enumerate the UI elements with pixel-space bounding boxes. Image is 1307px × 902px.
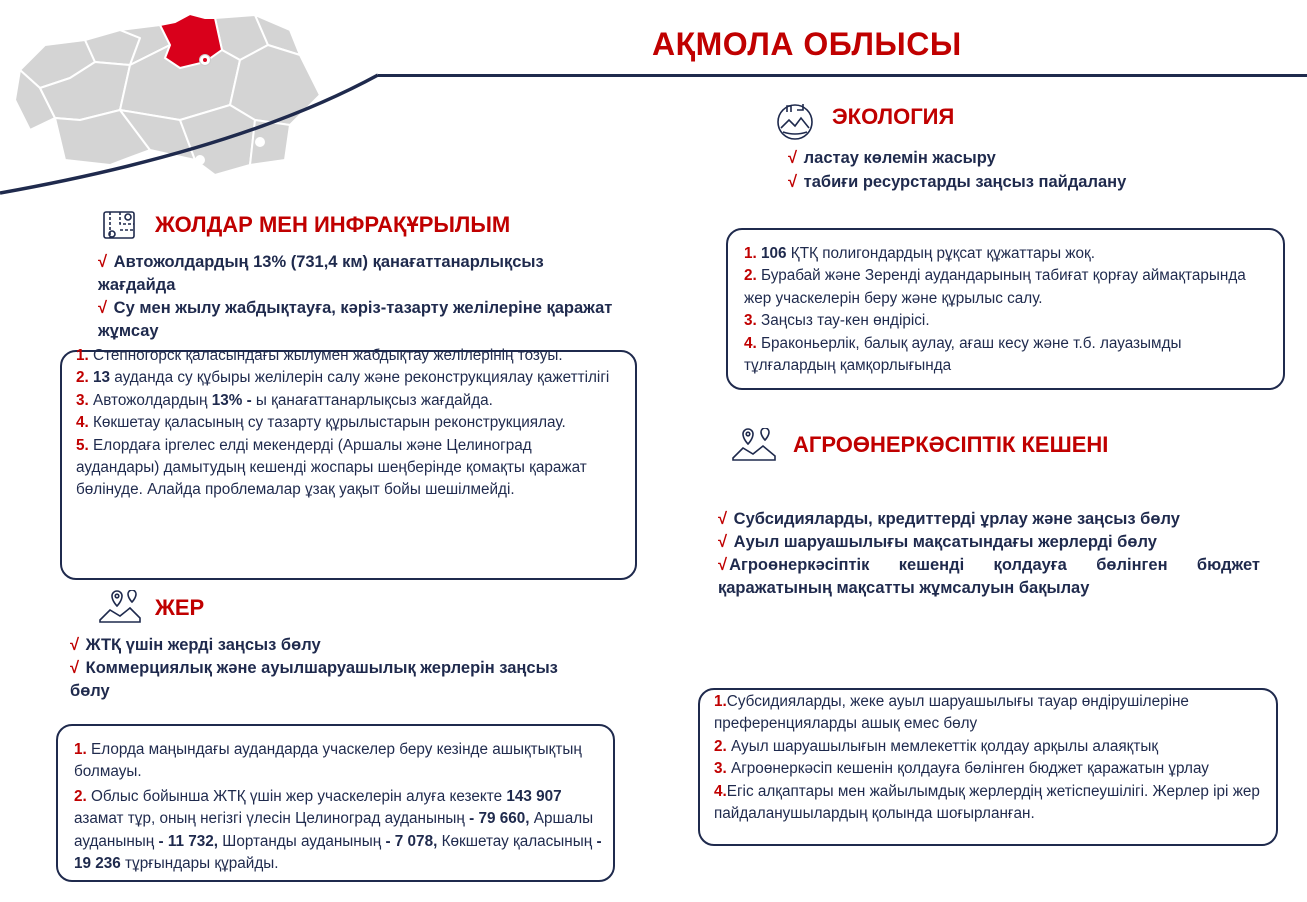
- agro-item-3: 3. Агроөнеркәсіп кешенін қолдауға бөлінген бюджет қаражатын ұрлау: [714, 760, 1209, 778]
- roads-bullet-1: √ Автожолдардың 13% (731,4 км) қанағаттанарлықсыз жағдайда: [98, 253, 544, 294]
- agro-item-1: 1.Субсидияларды, жеке ауыл шаруашылығы тауар өндірушілеріне преференцияларды ашық емес бөлу: [714, 693, 1189, 733]
- agro-box-text: [714, 691, 1264, 825]
- land-item-1: 1. Елорда маңындағы аудандарда учаскелер беру кезінде ашықтықтың болмауы.: [74, 741, 582, 781]
- check-mark-icon: √: [718, 510, 728, 528]
- agro-bullet-1: √ Субсидияларды, кредиттерді ұрлау және заңсыз бөлу: [718, 510, 1180, 528]
- roads-bullets: [98, 251, 618, 343]
- land-bullet-2: √ Коммерциялық және ауылшаруашылық жерлерін заңсыз бөлу: [70, 659, 558, 700]
- agro-bullet-3: √ Агроөнеркәсіптік кешенді қолдауға бөлінген бюджет қаражатының мақсатты жұмсалуын бақылау: [718, 556, 1260, 597]
- ecology-icon: [773, 100, 817, 140]
- ecology-box-text: [744, 243, 1269, 377]
- ecology-title: ЭКОЛОГИЯ: [832, 104, 955, 129]
- roads-item-2: 2. 13 ауданда су құбыры желілерін салу және реконструкциялау қажеттілігі: [76, 369, 610, 387]
- ecology-item-4: 4. Браконьерлік, балық аулау, ағаш кесу және т.б. лауазымды тұлғалардың қамқорлығында: [744, 334, 1182, 375]
- check-mark-icon: √: [70, 636, 80, 654]
- title-underline: [378, 74, 1307, 77]
- ecology-item-2: 2. Бурабай және Зеренді аудандарының табиғат қорғау аймақтарында жер учаскелерін беру және құрылыс салу.: [744, 267, 1246, 307]
- roads-item-3: 3. Автожолдардың 13% - ы қанағаттанарлықсыз жағдайда.: [76, 391, 493, 409]
- check-mark-icon: √: [718, 533, 728, 551]
- ecology-bullet-1: √ ластау көлемін жасыру: [788, 149, 996, 167]
- kazakhstan-map: [0, 0, 380, 195]
- ecology-bullet-2: √ табиғи ресурстарды заңсыз пайдалану: [788, 173, 1127, 191]
- roads-title: ЖОЛДАР МЕН ИНФРАҚҰРЫЛЫМ: [155, 212, 511, 237]
- map-pin-icon: [98, 590, 142, 624]
- agro-bullet-2: √ Ауыл шаруашылығы мақсатындағы жерлерді бөлу: [718, 533, 1157, 551]
- land-box-text: [74, 739, 604, 875]
- check-mark-icon: √: [98, 299, 108, 317]
- agro-title: АГРОӨНЕРКӘСІПТІК КЕШЕНІ: [793, 432, 1109, 457]
- check-mark-icon: √: [70, 659, 80, 677]
- agro-item-4: 4.Егіс алқаптары мен жайылымдық жерлердің жетіспеушілігі. Жерлер ірі жер пайдаланушылардың қолында шоғырланған.: [714, 782, 1260, 823]
- ecology-item-3: 3. Заңсыз тау-кен өндірісі.: [744, 312, 930, 330]
- agro-item-2: 2. Ауыл шаруашылығын мемлекеттік қолдау арқылы алаяқтық: [714, 737, 1159, 755]
- roads-item-1: 1. Степногорск қаласындағы жылумен жабдықтау желілерінің тозуы.: [76, 347, 563, 364]
- check-mark-icon: √: [788, 149, 798, 167]
- land-item-2: 2. Облыс бойынша ЖТҚ үшін жер учаскелерін алуға кезекте 143 907 азамат тұр, оның негізгі үлесін Целиноград ауданының - 79 660, Аршалы ауданының - 11 732, Шортанды ауданының - 7 078, Көкшетау қаласының - 19 236 тұрғындары құрайды.: [74, 787, 602, 873]
- land-title: ЖЕР: [155, 595, 205, 620]
- page-title: АҚМОЛА ОБЛЫСЫ: [652, 26, 962, 62]
- road-map-icon: [100, 208, 140, 244]
- check-mark-icon: √: [788, 173, 798, 191]
- ecology-item-1: 1. 106 ҚТҚ полигондардың рұқсат құжаттары жоқ.: [744, 245, 1095, 262]
- check-mark-icon: √: [98, 253, 108, 271]
- agro-map-icon: [731, 428, 777, 462]
- agro-bullets: [718, 508, 1260, 600]
- check-mark-icon: √: [718, 556, 728, 574]
- land-bullet-1: √ ЖТҚ үшін жерді заңсыз бөлу: [70, 636, 321, 654]
- roads-bullet-2: √ Су мен жылу жабдықтауға, кәріз-тазарту желілеріне қаражат жұмсау: [98, 299, 613, 340]
- roads-item-4: 4. Көкшетау қаласының су тазарту құрылыстарын реконструкциялау.: [76, 414, 566, 432]
- ecology-bullets: [788, 147, 1238, 194]
- land-bullets: [70, 634, 590, 703]
- roads-box-text: [76, 345, 616, 502]
- roads-item-5: 5. Елордаға іргелес елді мекендерді (Аршалы және Целиноград аудандары) дамытудың кешенді жоспары шеңберінде қомақты қаражат бөлінуде. Алайда проблемалар ұзақ уақыт бойы шешілмейді.: [76, 436, 587, 499]
